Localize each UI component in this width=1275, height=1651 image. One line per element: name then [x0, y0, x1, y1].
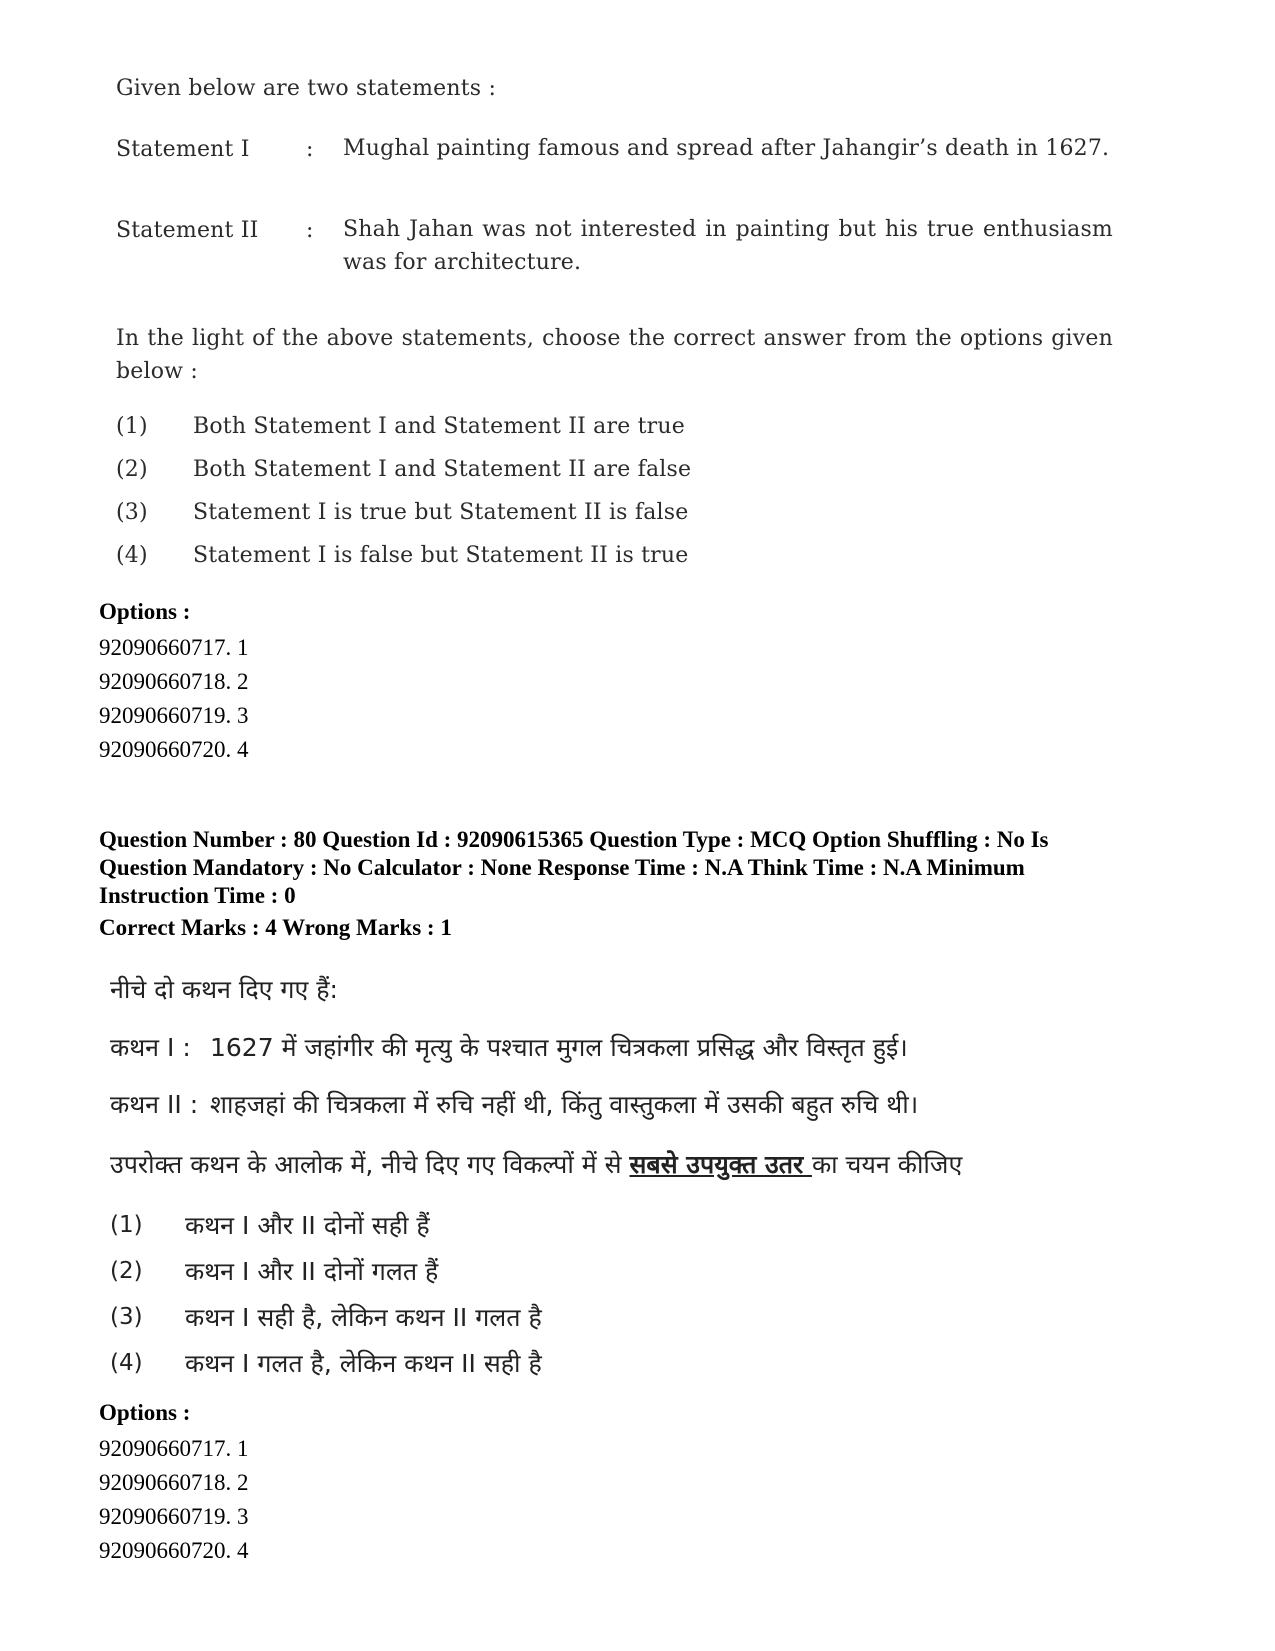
options-list: [99, 1432, 249, 1568]
options-heading: Options :: [99, 1400, 191, 1425]
hindi-option-4-text: कथन I गलत है, लेकिन कथन II सही है: [185, 1349, 542, 1378]
option-item: 92090660717. 1: [99, 635, 249, 660]
hindi-option-1-number: (1): [110, 1212, 143, 1238]
marks-line: Correct Marks : 4 Wrong Marks : 1: [99, 915, 452, 940]
english-option-4-number: (4): [116, 543, 148, 568]
hindi-option-3-number: (3): [110, 1304, 143, 1330]
english-option-1-number: (1): [116, 414, 148, 439]
hindi-question-intro: नीचे दो कथन दिए गए हैं:: [110, 975, 338, 1004]
metadata-line: Question Number : 80 Question Id : 92090615365 Question Type : MCQ Option Shuffling : No Is: [99, 827, 1049, 852]
option-item: 92090660717. 1: [99, 1436, 249, 1461]
option-item: 92090660719. 3: [99, 1504, 249, 1529]
english-option-3-number: (3): [116, 500, 148, 525]
english-option-3-text: Statement I is true but Statement II is false: [193, 500, 689, 525]
question-metadata: [99, 826, 1239, 910]
statement-2-label: Statement II: [116, 218, 259, 243]
hindi-instruction-emphasis: सबसे उपयुक्त उतर: [629, 1150, 812, 1179]
metadata-line: Question Mandatory : No Calculator : None Response Time : N.A Think Time : N.A Minimum: [99, 855, 1025, 880]
option-item: 92090660720. 4: [99, 737, 249, 762]
option-item: 92090660719. 3: [99, 703, 249, 728]
hindi-statement-1-label: कथन I :: [110, 1033, 191, 1062]
hindi-statement-2-label: कथन II :: [110, 1090, 199, 1119]
hindi-option-2-number: (2): [110, 1258, 143, 1284]
english-option-2-text: Both Statement I and Statement II are false: [193, 457, 692, 482]
option-item: 92090660718. 2: [99, 669, 249, 694]
statement-1-label: Statement I: [116, 137, 250, 162]
statement-1-text: Mughal painting famous and spread after Jahangir’s death in 1627.: [343, 136, 1110, 161]
english-option-2-number: (2): [116, 457, 148, 482]
question-instruction: In the light of the above statements, choose the correct answer from the options given below :: [116, 326, 1113, 384]
english-option-4-text: Statement I is false but Statement II is true: [193, 543, 689, 568]
hindi-statement-1-text: 1627 में जहांगीर की मृत्यु के पश्चात मुगल चित्रकला प्रसिद्ध और विस्तृत हुई।: [210, 1033, 908, 1062]
option-item: 92090660718. 2: [99, 1470, 249, 1495]
statement-2-colon: :: [306, 218, 314, 243]
hindi-option-2-text: कथन I और II दोनों गलत हैं: [185, 1257, 439, 1286]
hindi-option-1-text: कथन I और II दोनों सही हैं: [185, 1211, 430, 1240]
hindi-option-4-number: (4): [110, 1350, 143, 1376]
english-option-1-text: Both Statement I and Statement II are true: [193, 414, 685, 439]
hindi-question-instruction: [110, 1147, 962, 1181]
options-heading: Options :: [99, 599, 191, 624]
metadata-line: Instruction Time : 0: [99, 883, 296, 908]
options-list: [99, 631, 249, 767]
question-intro: Given below are two statements :: [116, 76, 497, 101]
hindi-instruction-part: का चयन कीजिए: [811, 1150, 963, 1179]
hindi-option-3-text: कथन I सही है, लेकिन कथन II गलत है: [185, 1303, 542, 1332]
hindi-instruction-part: उपरोक्त कथन के आलोक में, नीचे दिए गए विकल्पों में से: [110, 1150, 630, 1179]
hindi-statement-2-text: शाहजहां की चित्रकला में रुचि नहीं थी, किंतु वास्तुकला में उसकी बहुत रुचि थी।: [210, 1090, 919, 1119]
option-item: 92090660720. 4: [99, 1538, 249, 1563]
statement-1-colon: :: [306, 137, 314, 162]
statement-2-text: Shah Jahan was not interested in painting but his true enthusiasm was for architecture.: [343, 217, 1113, 275]
